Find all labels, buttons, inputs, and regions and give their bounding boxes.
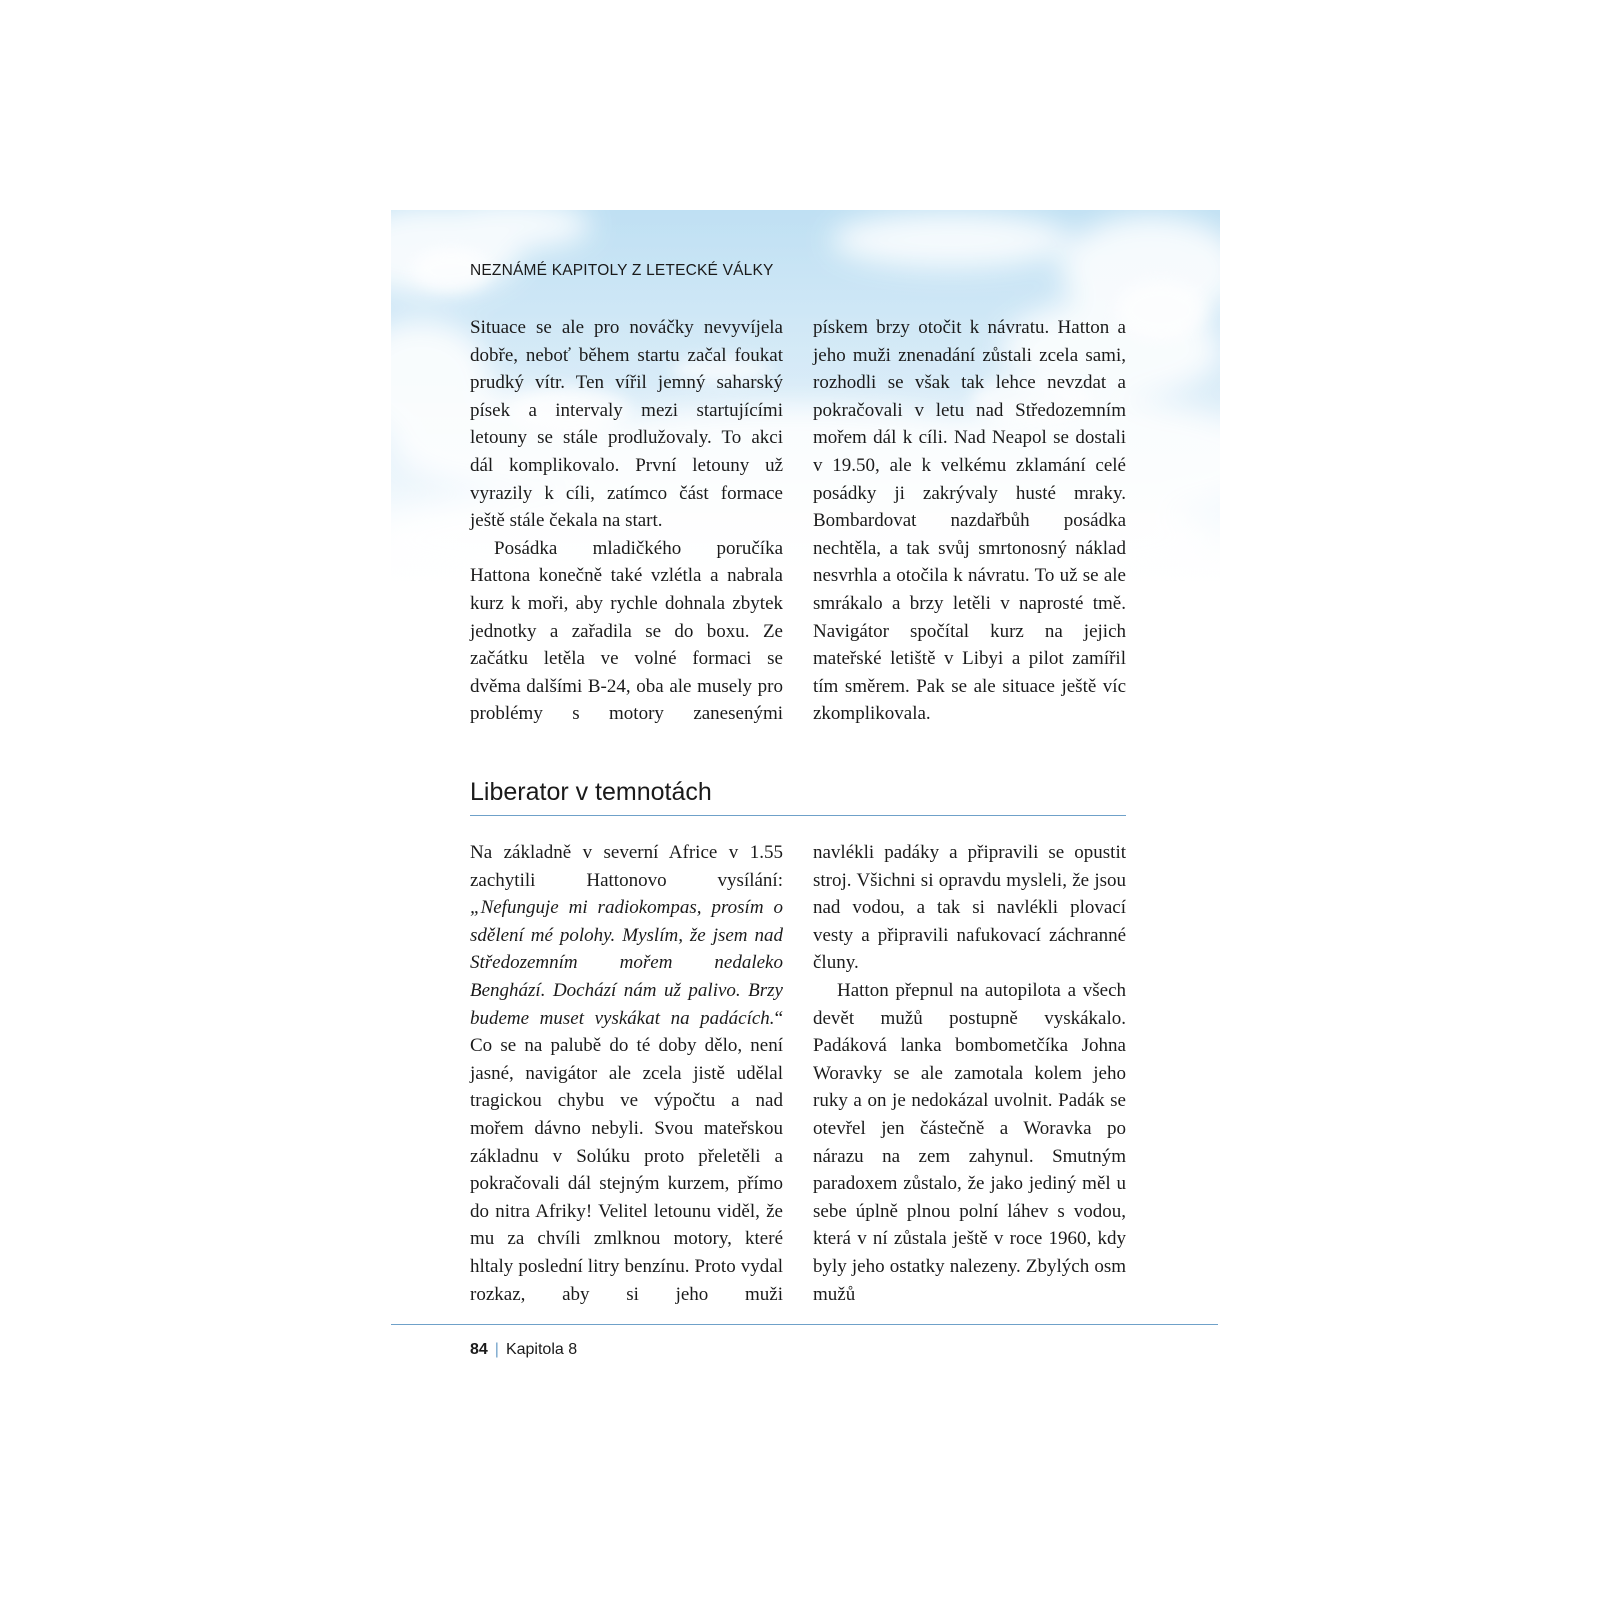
- paragraph: Hatton přepnul na autopilota a všech devět mužů postupně vyskákalo. Padáková lanka bombometčíka Johna Woravky se ale zamotala kolem jeho ruky a on je nedokázal uvolnit. Padák se otevřel jen částečně a Woravka po nárazu na zem zahynul. Smutným paradoxem zůstalo, že jako jediný měl u sebe úplně plnou polní láhev s vodou, která v ní zůstala ještě v roce 1960, kdy byly jeho ostatky nalezeny. Zbylých osm mužů: [813, 979, 1126, 1305]
- paragraph-intro: Na základně v severní Africe v 1.55 zachytili Hattonovo vysílání:: [470, 842, 783, 891]
- text-column-4: [813, 839, 1126, 1308]
- section-heading: Liberator v temnotách: [470, 778, 1126, 816]
- closing-quote: “: [774, 1007, 783, 1029]
- chapter-label: Kapitola 8: [505, 1341, 578, 1358]
- text-column-2: [813, 314, 1126, 728]
- paragraph: navlékli padáky a připravili se opustit stroj. Všichni si opravdu mysleli, že jsou nad vodou, a tak si navlékli plovací vesty a připravili nafukovací záchranné čluny.: [813, 842, 1126, 974]
- quoted-transmission: „Nefunguje mi radiokompas, prosím o sdělení mé polohy. Myslím, že jsem nad Středozemním mořem nedaleko Benghází. Dochází nám už palivo. Brzy budeme muset vyskákat na padácích.: [470, 897, 783, 1029]
- text-column-3: [470, 839, 783, 1308]
- paragraph: Posádka mladičkého poručíka Hattona konečně také vzlétla a nabrala kurz k moři, aby rychle dohnala zbytek jednotky a zařadila se do boxu. Ze začátku letěla ve volné formaci se dvěma dalšími B-24, oba ale musely pro problémy s motory zanesenými: [470, 537, 783, 725]
- paragraph: [470, 839, 783, 1308]
- footer-separator: |: [494, 1341, 499, 1358]
- page-number: 84: [470, 1341, 488, 1358]
- page-footer: [470, 1341, 577, 1359]
- paragraph-continuation: Co se na palubě do té doby dělo, není jasné, navigátor ale zcela jistě udělal tragickou chybu ve výpočtu a nad mořem dávno nebyli. Svou mateřskou základnu v Solúku proto přeletěli a pokračovali dál stejným kurzem, přímo do nitra Afriky! Velitel letounu viděl, že mu za chvíli zmlknou motory, které hltaly poslední litry benzínu. Proto vydal rozkaz, aby si jeho muži: [470, 1035, 783, 1305]
- paragraph: Situace se ale pro nováčky nevyvíjela dobře, neboť během startu začal foukat prudký vítr. Ten vířil jemný saharský písek a intervaly mezi startujícími letouny se stále prodlužovaly. To akci dál komplikovalo. První letouny už vyrazily k cíli, zatímco část formace ještě stále čekala na start.: [470, 317, 783, 532]
- running-head: NEZNÁMÉ KAPITOLY Z LETECKÉ VÁLKY: [470, 262, 774, 279]
- paragraph: pískem brzy otočit k návratu. Hatton a jeho muži znenadání zůstali zcela sami, rozhodli se však tak lehce nevzdat a pokračovali v letu nad Středozemním mořem dál k cíli. Nad Neapol se dostali v 19.50, ale k velkému zklamání celé posádky ji zakrývaly husté mraky. Bombardovat nazdařbůh posádka nechtěla, a tak svůj smrtonosný náklad nesvrhla a otočila k návratu. To už se ale smrákalo a brzy letěli v naprosté tmě. Navigátor spočítal kurz na jejich mateřské letiště v Libyi a pilot zamířil tím směrem. Pak se ale situace ještě víc zkomplikovala.: [813, 317, 1126, 725]
- text-column-1: [470, 314, 783, 728]
- footer-rule: [391, 1324, 1218, 1325]
